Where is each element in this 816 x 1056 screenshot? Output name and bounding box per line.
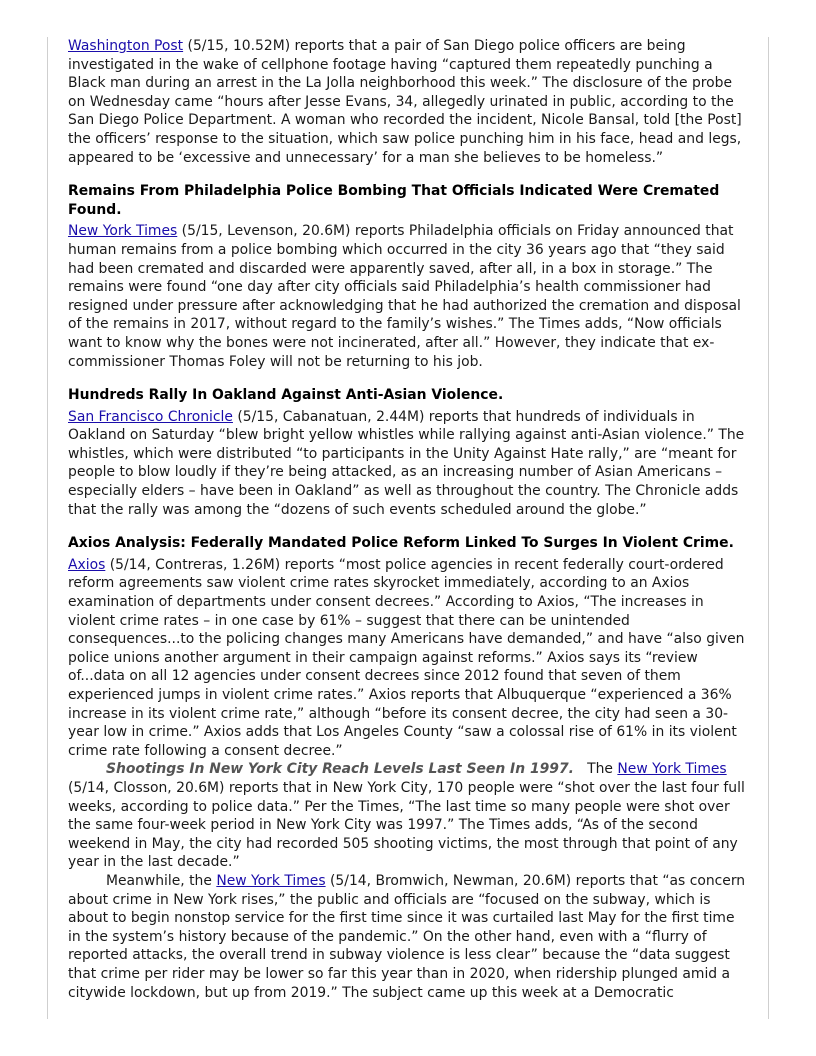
article-text: (5/14, Closson, 20.6M) reports that in New York City, 170 people were “shot over the last four full weeks, according to police data.” Per the Times, “The last time so many people were shot over the same four-week period in New York City was 1997.” The Times adds, “As of the second weekend in May, the city had recorded 505 shooting victims, the most through that point of any year in the last decade.” xyxy=(68,779,745,871)
article-axios-body xyxy=(68,556,750,761)
headline-axios-analysis: Axios Analysis: Federally Mandated Police Reform Linked To Surges In Violent Crime. xyxy=(68,535,734,552)
article-text: The xyxy=(573,761,618,778)
new-york-times-link[interactable]: New York Times xyxy=(216,872,326,889)
article-text: (5/15, 10.52M) reports that a pair of San Diego police officers are being investigated in the wake of cellphone footage having “captured them repeatedly punching a Black man during an arrest in the La Jolla neighborhood this week.” The disclosure of the probe on Wednesday came “hours after Jesse Evans, 34, allegedly urinated in public, according to the San Diego Police Department. A woman who recorded the incident, Nicole Bansal, told [the Post] the officers’ response to the situation, which saw police punching him in his face, head and legs, appeared to be ‘excessive and unnecessary’ for a man she believes to be homeless.” xyxy=(68,38,742,166)
section-spacer xyxy=(68,167,750,182)
article-nyc-subway-body xyxy=(68,872,750,1002)
washington-post-link[interactable]: Washington Post xyxy=(68,38,184,54)
article-text: (5/15, Levenson, 20.6M) reports Philadelphia officials on Friday announced that human remains from a police bombing which occurred in the city 36 years ago that “they said had been cremated and discarded were apparently saved, after all, in a box in storage.” The remains were found “one day after city officials said Philadelphia’s health commissioner had resigned under pressure after acknowledging that he had authorized the cremation and disposal of the remains in 2017, without regard to the family’s wishes.” The Times adds, “Now officials want to know why the bones were not incinerated, after all.” However, they indicate that ex-commissioner Thomas Foley will not be returning to his job. xyxy=(68,223,741,370)
san-francisco-chronicle-link[interactable]: San Francisco Chronicle xyxy=(68,408,233,425)
article-nyc-shootings-body xyxy=(68,760,750,872)
section-spacer xyxy=(68,371,750,386)
article-washington-post-body xyxy=(68,37,750,167)
new-york-times-link[interactable]: New York Times xyxy=(617,761,727,778)
article-text: Meanwhile, the xyxy=(106,872,217,889)
headline-oakland-rally: Hundreds Rally In Oakland Against Anti-Asian Violence. xyxy=(68,387,504,404)
article-philadelphia-body xyxy=(68,222,750,371)
article-text: (5/15, Cabanatuan, 2.44M) reports that hundreds of individuals in Oakland on Saturday “blew bright yellow whistles while rallying against anti-Asian violence.” The whistles, which were distributed “to participants in the Unity Against Hate rally,” are “meant for people to blow loudly if they’re being attacked, as an increasing number of Asian Americans – especially elders – have been in Oakland” as well as throughout the country. The Chronicle adds that the rally was among the “dozens of such events scheduled around the globe.” xyxy=(68,408,745,518)
axios-link[interactable]: Axios xyxy=(68,556,106,573)
article-text: (5/14, Bromwich, Newman, 20.6M) reports that “as concern about crime in New York rises,” the public and officials are “focused on the subway, which is about to begin nonstop service for the first time since it was curtailed last May for the first time in the system’s history because of the pandemic.” On the other hand, even with a “flurry of reported attacks, the overall trend in subway violence is less clear” because the “data suggest that crime per rider may be lower so far this year than in 2020, when ridership plunged amid a citywide lockdown, but up from 2019.” The subject came up this week at a Democratic xyxy=(68,872,746,1001)
new-york-times-link[interactable]: New York Times xyxy=(68,223,178,240)
section-spacer xyxy=(68,519,750,534)
left-margin-rule xyxy=(47,37,48,1019)
document-page xyxy=(68,37,750,1002)
lead-in-nyc-shootings: Shootings In New York City Reach Levels Last Seen In 1997. xyxy=(106,761,574,778)
article-text: (5/14, Contreras, 1.26M) reports “most police agencies in recent federally court-ordered reform agreements saw violent crime rates skyrocket immediately, according to an Axios examination of departments under consent decrees.” According to Axios, “The increases in violent crime rates – in one case by 61% – suggest that there can be unintended consequences...to the policing changes many Americans have demanded,” and have “also given police unions another argument in their campaign against reforms.” Axios says its “review of...data on all 12 agencies under consent decrees since 2012 found that seven of them experienced jumps in violent crime rates.” Axios reports that Albuquerque “experienced a 36% increase in its violent crime rate,” although “before its consent decree, the city had seen a 30-year low in crime.” Axios adds that Los Angeles County “saw a colossal rise of 61% in its violent crime rate following a consent decree.” xyxy=(68,556,745,759)
article-oakland-body xyxy=(68,408,750,520)
headline-philadelphia-remains: Remains From Philadelphia Police Bombing That Officials Indicated Were Cremated Found. xyxy=(68,183,720,218)
right-margin-rule xyxy=(768,37,769,1019)
